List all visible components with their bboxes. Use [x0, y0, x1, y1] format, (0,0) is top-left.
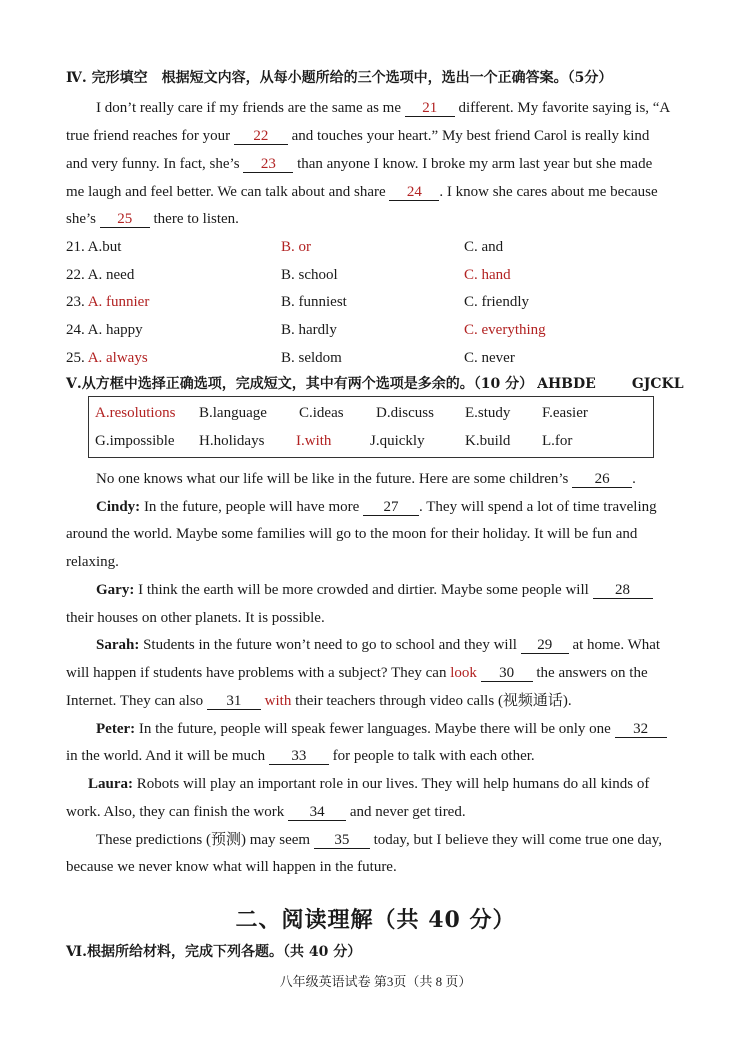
page-footer: 八年级英语试卷 第3页（共 8 页）	[279, 974, 472, 989]
passage-pred: These predictions (预测) may seem 35 today, but I believe they will come true one day,	[96, 832, 662, 848]
cloze-line-4: me laugh and feel better. We can talk about and share 24 . I know she cares about me because	[66, 184, 658, 200]
word-k: K.build	[465, 433, 511, 449]
word-g: G.impossible	[95, 433, 175, 449]
passage-cindy: Cindy: In the future, people will have more 27 . They will spend a lot of time traveling	[96, 499, 657, 515]
passage-laura-2: work. Also, they can finish the work 34 and never get tired.	[66, 804, 466, 820]
blank-24[interactable]: 24	[389, 184, 439, 201]
section6-title: Ⅵ.根据所给材料，完成下列各题。（共 40 分）	[66, 944, 362, 960]
word-a: A.resolutions	[95, 405, 176, 421]
blank-31[interactable]: 31	[207, 693, 261, 710]
word-i: I.with	[296, 433, 332, 449]
word-c: C.ideas	[299, 405, 344, 421]
blank-33[interactable]: 33	[269, 748, 329, 765]
answer-key-a: AHBDE	[537, 376, 596, 392]
passage-sarah: Sarah: Students in the future won’t need to go to school and they will 29 at home. What	[96, 637, 661, 653]
option-24-b: B. hardly	[281, 322, 337, 338]
blank-28[interactable]: 28	[593, 582, 653, 599]
blank-30[interactable]: 30	[481, 665, 533, 682]
option-23-a: 23. A. funnier	[66, 294, 150, 310]
passage-cindy-3: relaxing.	[66, 554, 119, 570]
word-b: B.language	[199, 405, 267, 421]
blank-26[interactable]: 26	[572, 471, 632, 488]
option-23-c: C. friendly	[464, 294, 529, 310]
option-25-c: C. never	[464, 350, 515, 366]
word-l: L.for	[542, 433, 573, 449]
blank-21[interactable]: 21	[405, 100, 455, 117]
option-21-b: B. or	[281, 239, 311, 255]
cloze-line-3: and very funny. In fact, she’s 23 than anyone I know. I broke my arm last year but she made	[66, 156, 653, 172]
passage-peter: Peter: In the future, people will speak fewer languages. Maybe there will be only one 32	[96, 719, 667, 739]
cloze-line-1: I don’t really care if my friends are the same as me 21 different. My favorite saying is, “A	[96, 100, 671, 116]
cloze-line-5: she’s 25 there to listen.	[66, 211, 239, 227]
word-h: H.holidays	[199, 433, 265, 449]
passage-sarah-3: Internet. They can also 31 with their teachers through video calls (视频通话).	[66, 693, 572, 709]
option-22-c: C. hand	[464, 267, 511, 283]
blank-25[interactable]: 25	[100, 211, 150, 228]
option-22-a: 22. A. need	[66, 267, 135, 283]
passage-sarah-2: will happen if students have problems with a subject? They can look 30 the answers on the	[66, 665, 648, 681]
option-23-b: B. funniest	[281, 294, 347, 310]
passage-laura: Laura: Robots will play an important role in our lives. They will help humans do all kinds of	[88, 776, 650, 792]
section5-title: Ⅴ.从方框中选择正确选项，完成短文，其中有两个选项是多余的。（10 分） AHBDE GJCKL	[66, 376, 684, 392]
word-box	[88, 396, 654, 458]
word-f: F.easier	[542, 405, 588, 421]
word-e: E.study	[465, 405, 511, 421]
passage-gary: Gary: I think the earth will be more crowded and dirtier. Maybe some people will 28	[96, 580, 653, 600]
blank-35[interactable]: 35	[314, 832, 370, 849]
passage-pred-2: because we never know what will happen in the future.	[66, 859, 397, 875]
blank-22[interactable]: 22	[234, 128, 288, 145]
option-25-b: B. seldom	[281, 350, 342, 366]
word-j: J.quickly	[370, 433, 425, 449]
part2-heading: 二、阅读理解（共 40 分）	[235, 907, 516, 933]
cloze-line-2: true friend reaches for your 22 and touches your heart.” My best friend Carol is really kind	[66, 128, 650, 144]
section4-title: Ⅳ. 完形填空 根据短文内容，从每小题所给的三个选项中，选出一个正确答案。（5分）	[66, 70, 613, 86]
blank-27[interactable]: 27	[363, 499, 419, 516]
passage-cindy-2: around the world. Maybe some families will go to the moon for their holiday. It will be fun and	[66, 526, 638, 542]
option-25-a: 25. A. always	[66, 350, 148, 366]
blank-32[interactable]: 32	[615, 721, 667, 738]
option-21-c: C. and	[464, 239, 504, 255]
option-21-a: 21. A.but	[66, 239, 122, 255]
word-d: D.discuss	[376, 405, 434, 421]
passage-gary-2: their houses on other planets. It is possible.	[66, 610, 325, 626]
passage-peter-2: in the world. And it will be much 33 for people to talk with each other.	[66, 748, 535, 764]
answer-key-b: GJCKL	[631, 376, 684, 392]
option-24-a: 24. A. happy	[66, 322, 143, 338]
option-24-c: C. everything	[464, 322, 546, 338]
blank-34[interactable]: 34	[288, 804, 346, 821]
option-22-b: B. school	[281, 267, 338, 283]
blank-29[interactable]: 29	[521, 637, 569, 654]
blank-23[interactable]: 23	[243, 156, 293, 173]
passage-line-1: No one knows what our life will be like in the future. Here are some children’s 26 .	[96, 471, 636, 487]
